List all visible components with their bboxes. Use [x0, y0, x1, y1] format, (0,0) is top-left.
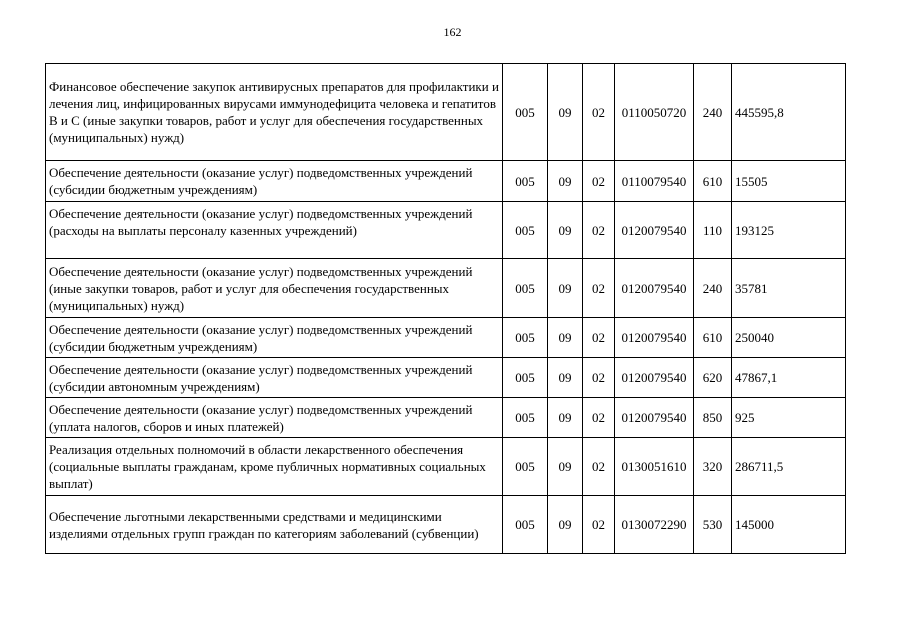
row-ministry-code: 005	[503, 318, 548, 358]
table-row	[46, 202, 846, 259]
row-target-article-code: 0120079540	[615, 318, 694, 358]
row-ministry-code: 005	[503, 259, 548, 318]
row-expense-type-code: 530	[694, 496, 732, 554]
row-target-article-code: 0110079540	[615, 161, 694, 202]
table-row	[46, 64, 846, 161]
row-amount: 145000	[732, 496, 846, 554]
row-section-code: 09	[548, 358, 583, 398]
table-row	[46, 398, 846, 438]
row-target-article-code: 0110050720	[615, 64, 694, 161]
row-amount: 250040	[732, 318, 846, 358]
row-section-code: 09	[548, 202, 583, 259]
row-amount: 193125	[732, 202, 846, 259]
row-subsection-code: 02	[583, 259, 615, 318]
budget-table	[45, 63, 846, 554]
row-ministry-code: 005	[503, 496, 548, 554]
row-expense-type-code: 610	[694, 161, 732, 202]
row-amount: 286711,5	[732, 438, 846, 496]
row-section-code: 09	[548, 259, 583, 318]
row-expense-type-code: 240	[694, 259, 732, 318]
row-description: Обеспечение льготными лекарственными средствами и медицинскими изделиями отдельных групп граждан по категориям заболеваний (субвенции)	[46, 496, 503, 554]
row-section-code: 09	[548, 438, 583, 496]
row-subsection-code: 02	[583, 438, 615, 496]
row-section-code: 09	[548, 496, 583, 554]
row-target-article-code: 0120079540	[615, 202, 694, 259]
row-target-article-code: 0120079540	[615, 398, 694, 438]
row-target-article-code: 0120079540	[615, 259, 694, 318]
page-number: 162	[443, 25, 462, 39]
row-description: Обеспечение деятельности (оказание услуг) подведомственных учреждений (субсидии автономным учреждениям)	[46, 358, 503, 398]
row-expense-type-code: 850	[694, 398, 732, 438]
row-expense-type-code: 620	[694, 358, 732, 398]
row-subsection-code: 02	[583, 202, 615, 259]
row-amount: 445595,8	[732, 64, 846, 161]
row-expense-type-code: 610	[694, 318, 732, 358]
row-target-article-code: 0120079540	[615, 358, 694, 398]
row-ministry-code: 005	[503, 202, 548, 259]
table-row	[46, 259, 846, 318]
table-row	[46, 161, 846, 202]
table-row	[46, 438, 846, 496]
row-amount: 35781	[732, 259, 846, 318]
row-subsection-code: 02	[583, 398, 615, 438]
row-description: Обеспечение деятельности (оказание услуг) подведомственных учреждений (субсидии бюджетным учреждениям)	[46, 161, 503, 202]
row-subsection-code: 02	[583, 318, 615, 358]
row-ministry-code: 005	[503, 398, 548, 438]
row-ministry-code: 005	[503, 438, 548, 496]
row-section-code: 09	[548, 318, 583, 358]
row-amount: 47867,1	[732, 358, 846, 398]
row-description: Обеспечение деятельности (оказание услуг) подведомственных учреждений (субсидии бюджетным учреждениям)	[46, 318, 503, 358]
table-row	[46, 358, 846, 398]
table-row	[46, 318, 846, 358]
row-ministry-code: 005	[503, 161, 548, 202]
row-amount: 925	[732, 398, 846, 438]
row-section-code: 09	[548, 161, 583, 202]
row-ministry-code: 005	[503, 358, 548, 398]
row-target-article-code: 0130072290	[615, 496, 694, 554]
row-expense-type-code: 320	[694, 438, 732, 496]
row-subsection-code: 02	[583, 358, 615, 398]
row-target-article-code: 0130051610	[615, 438, 694, 496]
row-subsection-code: 02	[583, 64, 615, 161]
row-section-code: 09	[548, 64, 583, 161]
row-section-code: 09	[548, 398, 583, 438]
row-description: Реализация отдельных полномочий в области лекарственного обеспечения (социальные выплаты гражданам, кроме публичных нормативных социальных выплат)	[46, 438, 503, 496]
row-description: Обеспечение деятельности (оказание услуг) подведомственных учреждений (уплата налогов, сборов и иных платежей)	[46, 398, 503, 438]
row-expense-type-code: 240	[694, 64, 732, 161]
row-subsection-code: 02	[583, 496, 615, 554]
row-subsection-code: 02	[583, 161, 615, 202]
table-row	[46, 496, 846, 554]
row-description: Обеспечение деятельности (оказание услуг) подведомственных учреждений (расходы на выплаты персоналу казенных учреждений)	[46, 202, 503, 259]
row-amount: 15505	[732, 161, 846, 202]
row-description: Финансовое обеспечение закупок антивирусных препаратов для профилактики и лечения лиц, инфицированных вирусами иммунодефицита человека и гепатитов В и С (иные закупки товаров, работ и услуг для обеспечения государственных (муниципальных) нужд)	[46, 64, 503, 161]
row-expense-type-code: 110	[694, 202, 732, 259]
row-description: Обеспечение деятельности (оказание услуг) подведомственных учреждений (иные закупки товаров, работ и услуг для обеспечения государственных (муниципальных) нужд)	[46, 259, 503, 318]
row-ministry-code: 005	[503, 64, 548, 161]
